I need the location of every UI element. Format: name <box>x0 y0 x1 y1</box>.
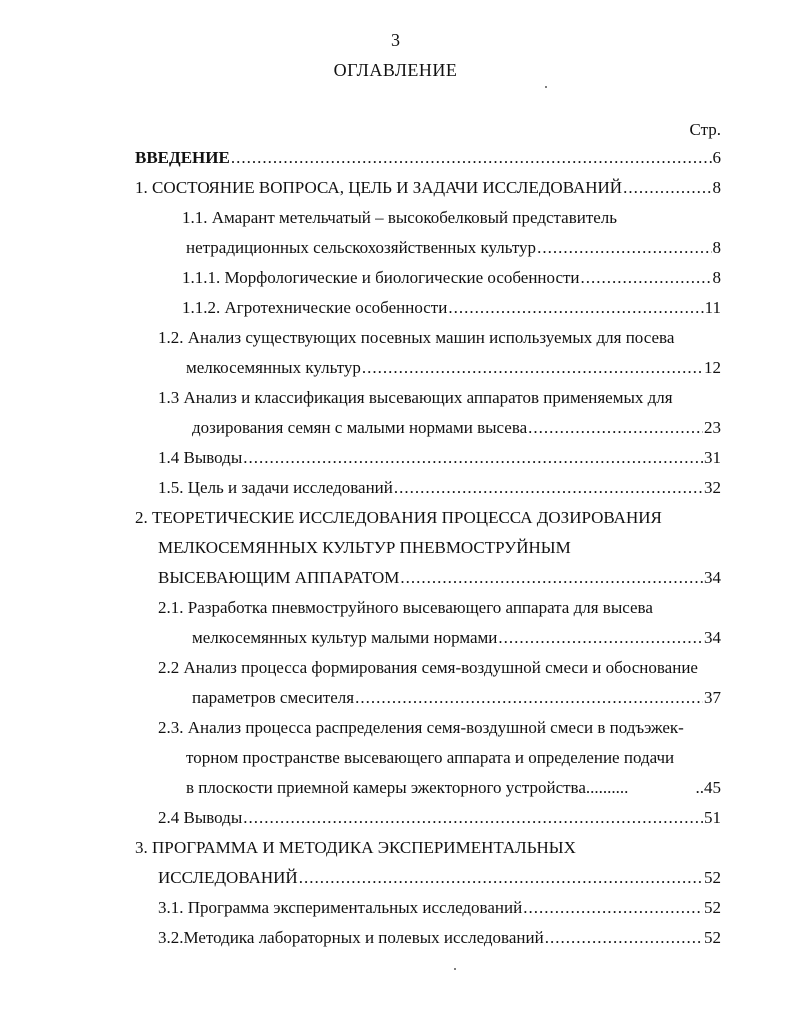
toc-entry-text: 2. ТЕОРЕТИЧЕСКИЕ ИССЛЕДОВАНИЯ ПРОЦЕССА ДОЗИРОВАНИЯ <box>135 508 662 527</box>
toc-entry <box>135 176 721 200</box>
toc-entry-text: 1.4 Выводы <box>158 448 243 467</box>
toc-entry <box>186 356 721 380</box>
toc-entry <box>158 386 673 410</box>
toc-entry-page: 52 <box>704 928 721 947</box>
toc-entry <box>158 446 721 470</box>
toc-entry-page: 31 <box>704 448 721 467</box>
toc-entry-text: 2.1. Разработка пневмоструйного высевающего аппарата для высева <box>158 598 653 617</box>
toc-entry-text: нетрадиционных сельскохозяйственных культур <box>186 238 537 257</box>
toc-entry-text: ИССЛЕДОВАНИЙ <box>158 868 298 887</box>
toc-entry-text: 3.2.Методика лабораторных и полевых исследований <box>158 928 544 947</box>
page-number: 3 <box>391 30 400 50</box>
toc-entry-page: 34 <box>704 568 721 587</box>
toc-entry <box>158 806 721 830</box>
toc-entry-text: в плоскости приемной камеры эжекторного устройства.......... <box>186 778 629 797</box>
toc-entry-page: 37 <box>704 688 721 707</box>
toc-entry <box>186 236 721 260</box>
toc-entry-text: ВЫСЕВАЮЩИМ АППАРАТОМ <box>158 568 400 587</box>
toc-entry <box>192 686 721 710</box>
toc-entry-text: ВВЕДЕНИЕ <box>135 148 230 167</box>
toc-entry <box>158 716 684 740</box>
toc-entry <box>158 896 721 920</box>
toc-entry-page: 51 <box>704 808 721 827</box>
toc-entry-text: 1. СОСТОЯНИЕ ВОПРОСА, ЦЕЛЬ И ЗАДАЧИ ИССЛЕДОВАНИЙ <box>135 178 623 197</box>
toc-entry <box>158 596 653 620</box>
scan-speck <box>545 86 547 88</box>
toc-entry-text: 1.2. Анализ существующих посевных машин используемых для посева <box>158 328 675 347</box>
toc-entry-page: 12 <box>704 358 721 377</box>
toc-entry-page: 32 <box>704 478 721 497</box>
toc-entry <box>135 506 662 530</box>
toc-entry <box>192 416 721 440</box>
toc-entry-text: 3.1. Программа экспериментальных исследований <box>158 898 523 917</box>
toc-entry <box>158 566 721 590</box>
toc-entry-text: 1.3 Анализ и классификация высевающих аппаратов применяемых для <box>158 388 673 407</box>
scan-speck <box>454 968 456 970</box>
toc-entry-text: параметров смесителя <box>192 688 355 707</box>
toc-entry <box>182 266 721 290</box>
toc-entry-text: 1.1.2. Агротехнические особенности <box>182 298 448 317</box>
toc-entry-text: 1.1.1. Морфологические и биологические особенности <box>182 268 580 287</box>
page-column-label: Стр. <box>689 120 721 139</box>
toc-entry-page: 8 <box>712 268 721 287</box>
toc-entry-text: торном пространстве высевающего аппарата и определение подачи <box>186 748 675 767</box>
toc-entry-page: 8 <box>712 238 721 257</box>
toc-entry <box>186 776 721 800</box>
toc-entry <box>158 866 721 890</box>
toc-entry <box>158 656 698 680</box>
toc-entry-text: МЕЛКОСЕМЯННЫХ КУЛЬТУР ПНЕВМОСТРУЙНЫМ <box>158 538 571 557</box>
toc-entry-page: 8 <box>712 178 721 197</box>
toc-entry-text: 2.4 Выводы <box>158 808 243 827</box>
toc-entry <box>135 146 721 170</box>
toc-entry-page: 52 <box>704 868 721 887</box>
toc-entry-text: 3. ПРОГРАММА И МЕТОДИКА ЭКСПЕРИМЕНТАЛЬНЫХ <box>135 838 576 857</box>
toc-entry-text: 2.2 Анализ процесса формирования семя-воздушной смеси и обоснование <box>158 658 698 677</box>
toc-entry-text: 2.3. Анализ процесса распределения семя-воздушной смеси в подъэжек- <box>158 718 684 737</box>
toc-entry <box>158 476 721 500</box>
toc-entry <box>182 296 721 320</box>
toc-entry-page: 23 <box>704 418 721 437</box>
toc-entry-text: мелкосемянных культур малыми нормами <box>192 628 498 647</box>
toc-entry-text: дозирования семян с малыми нормами высева <box>192 418 528 437</box>
toc-entry-page: 6 <box>712 148 721 167</box>
toc-entry <box>135 836 576 860</box>
toc-entry <box>158 536 571 560</box>
toc-entry-page: 11 <box>704 298 721 317</box>
toc-entry-text: 1.1. Амарант метельчатый – высокобелковый представитель <box>182 208 618 227</box>
toc-entry <box>192 626 721 650</box>
page-title: ОГЛАВЛЕНИЕ <box>333 60 458 80</box>
toc-entry-text: мелкосемянных культур <box>186 358 361 377</box>
toc-entry <box>182 206 617 230</box>
toc-entry-page: 52 <box>704 898 721 917</box>
toc-entry-text: 1.5. Цель и задачи исследований <box>158 478 393 497</box>
toc-entry <box>158 326 674 350</box>
toc-entry <box>158 926 721 950</box>
toc-entry-page: ..45 <box>695 778 721 797</box>
toc-entry <box>186 746 674 770</box>
toc-entry-page: 34 <box>704 628 721 647</box>
